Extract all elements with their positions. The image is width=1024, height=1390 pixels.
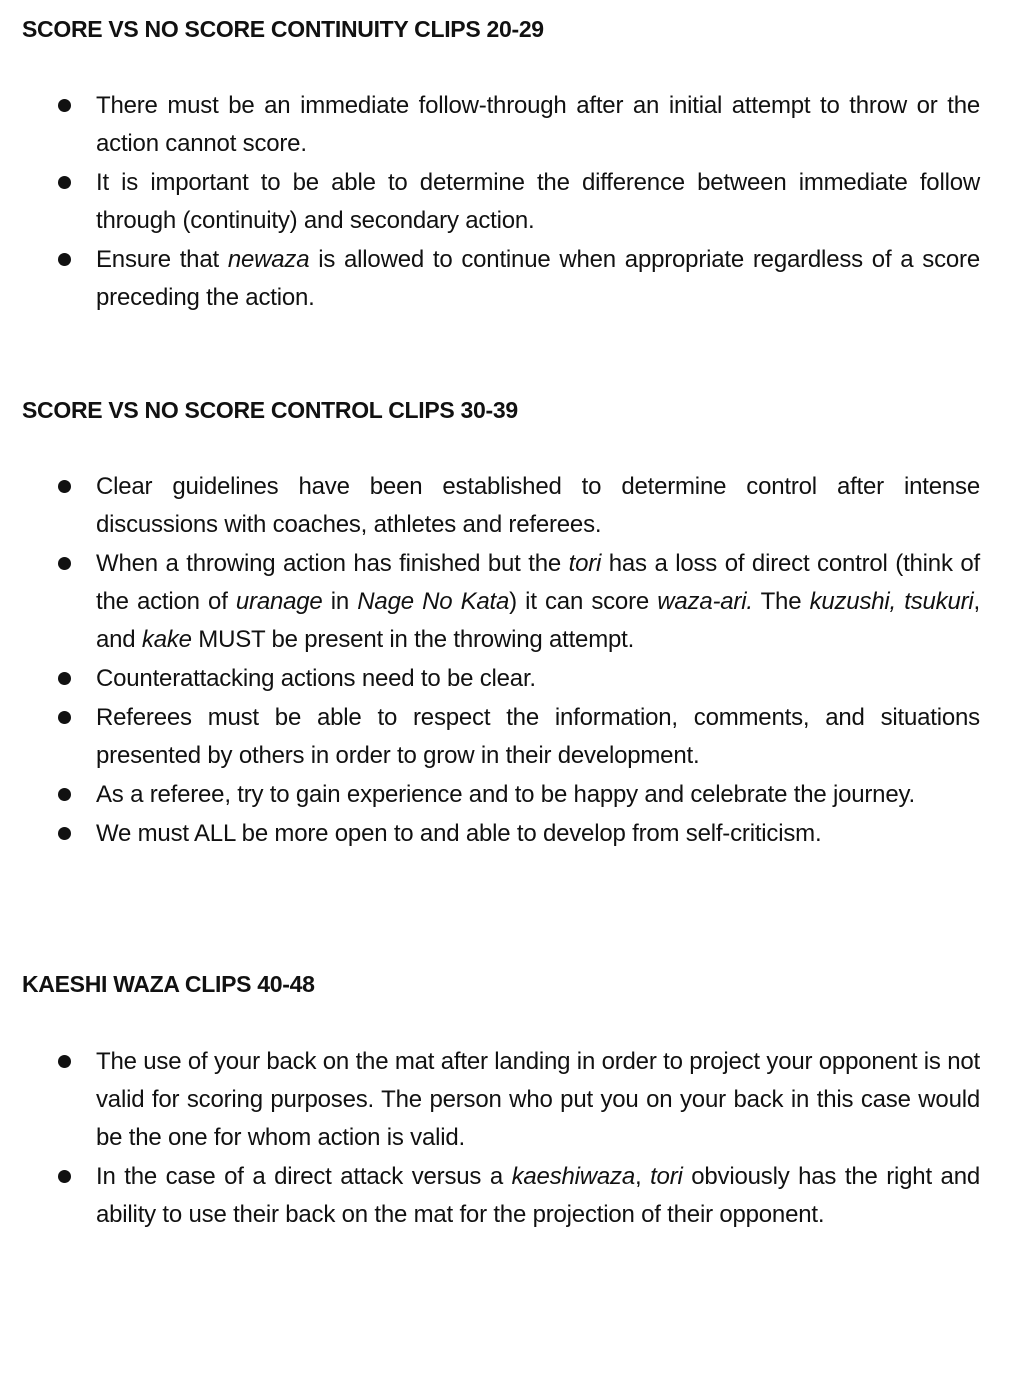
- list-item: [0, 776, 1024, 814]
- italic-term: kuzushi, tsukuri: [809, 588, 974, 615]
- bullet-list: [0, 1043, 1024, 1234]
- list-item: [0, 1158, 1024, 1234]
- section-heading: SCORE VS NO SCORE CONTROL CLIPS 30-39: [22, 397, 518, 423]
- list-item-text: Clear guidelines have been established to determine control after intense discussions with coaches, athletes and referees.: [96, 473, 980, 538]
- list-item-text: Ensure that: [96, 246, 228, 273]
- list-item-text: The use of your back on the mat after landing in order to project your opponent is not valid for scoring purposes. The person who put you on your back in this case would be the one for whom action is valid.: [96, 1048, 980, 1151]
- list-item: [0, 699, 1024, 775]
- list-item: [0, 468, 1024, 544]
- italic-term: tori: [568, 550, 602, 577]
- italic-term: tori: [650, 1163, 683, 1190]
- italic-term: waza-ari.: [657, 588, 753, 615]
- list-item-text: MUST be present in the throwing attempt.: [191, 626, 635, 653]
- bullet-icon: [58, 1055, 71, 1068]
- list-item-text: Referees must be able to respect the information, comments, and situations presented by others in order to grow in their development.: [96, 704, 980, 769]
- list-item-text: When a throwing action has finished but the: [96, 550, 569, 577]
- list-item-text: obviously has the right and ability to use their back on the mat for the projection of their opponent.: [96, 1163, 980, 1228]
- list-item-text: As a referee, try to gain experience and to be happy and celebrate the journey.: [96, 781, 915, 808]
- list-item: [0, 164, 1024, 240]
- list-item: [0, 241, 1024, 317]
- italic-term: kake: [141, 626, 192, 653]
- section-heading: SCORE VS NO SCORE CONTINUITY CLIPS 20-29: [22, 16, 544, 42]
- list-item-text: ) it can score: [509, 588, 658, 615]
- bullet-icon: [58, 480, 71, 493]
- bullet-icon: [58, 788, 71, 801]
- list-item-text: It is important to be able to determine the difference between immediate follow through (continuity) and secondary action.: [96, 169, 980, 234]
- bullet-icon: [58, 557, 71, 570]
- list-item-text: There must be an immediate follow-through after an initial attempt to throw or the action cannot score.: [96, 92, 980, 157]
- bullet-icon: [58, 711, 71, 724]
- list-item-text: In the case of a direct attack versus a: [96, 1163, 512, 1190]
- list-item-text: The: [752, 588, 810, 615]
- list-item: [0, 87, 1024, 163]
- list-item-text: in: [322, 588, 358, 615]
- bullet-icon: [58, 99, 71, 112]
- bullet-icon: [58, 253, 71, 266]
- list-item: [0, 660, 1024, 698]
- bullet-list: [0, 468, 1024, 853]
- list-item-text: ,: [635, 1163, 651, 1190]
- list-item: [0, 1043, 1024, 1157]
- italic-term: newaza: [227, 246, 310, 273]
- list-item: [0, 545, 1024, 659]
- italic-term: kaeshiwaza: [511, 1163, 635, 1190]
- bullet-list: [0, 87, 1024, 317]
- italic-term: uranage: [235, 588, 323, 615]
- list-item-text: , and: [96, 588, 980, 653]
- italic-term: Nage No Kata: [357, 588, 510, 615]
- list-item-text: Counterattacking actions need to be clear.: [96, 665, 536, 692]
- list-item: [0, 815, 1024, 853]
- section-heading: KAESHI WAZA CLIPS 40-48: [22, 971, 315, 997]
- list-item-text: is allowed to continue when appropriate regardless of a score preceding the action.: [96, 246, 980, 311]
- bullet-icon: [58, 1170, 71, 1183]
- bullet-icon: [58, 672, 71, 685]
- bullet-icon: [58, 827, 71, 840]
- list-item-text: has a loss of direct control (think of the action of: [96, 550, 980, 615]
- bullet-icon: [58, 176, 71, 189]
- list-item-text: We must ALL be more open to and able to develop from self-criticism.: [96, 820, 822, 847]
